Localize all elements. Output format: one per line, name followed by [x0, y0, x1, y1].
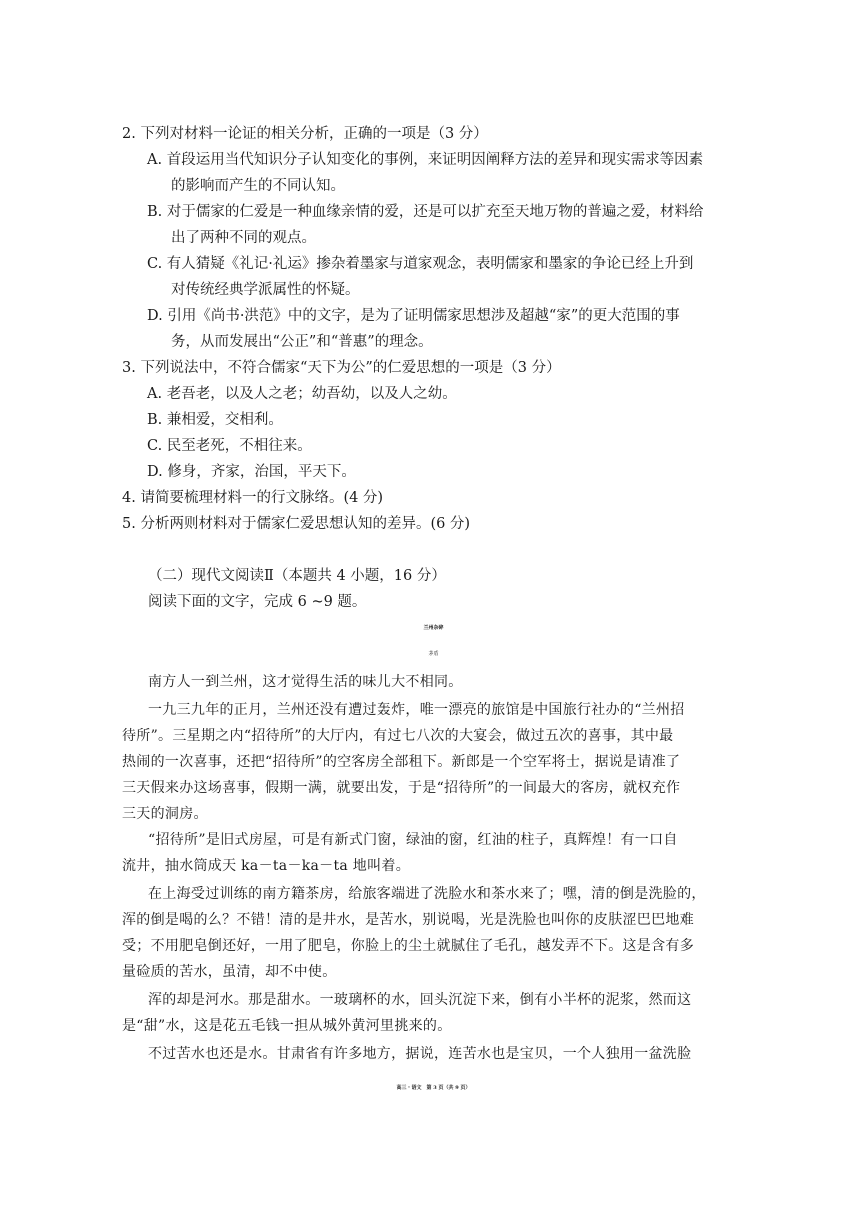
question-2-option-a: A. 首段运用当代知识分子认知变化的事例，来证明因阐释方法的差异和现实需求等因素 — [147, 152, 704, 168]
article-line: 是“甜”水，这是花五毛钱一担从城外黄河里挑来的。 — [122, 1018, 452, 1034]
question-2-option-a-cont: 的影响而产生的不同认知。 — [171, 178, 345, 194]
article-line: 不过苦水也还是水。甘肃省有许多地方，据说，连苦水也是宝贝，一个人独用一盆洗脸 — [148, 1046, 692, 1062]
article-line: 受；不用肥皂倒还好，一用了肥皂，你脸上的尘土就腻住了毛孔，越发弄不下。这是含有多 — [122, 938, 694, 954]
question-2-option-c: C. 有人猜疑《礼记·礼运》掺杂着墨家与道家观念，表明儒家和墨家的争论已经上升到 — [147, 256, 694, 272]
question-3-stem: 3. 下列说法中，不符合儒家“天下为公”的仁爱思想的一项是（3 分） — [122, 360, 561, 376]
article-line: 浑的倒是喝的么？不错！清的是井水，是苦水，别说喝，光是洗脸也叫你的皮肤涩巴巴地难 — [122, 912, 694, 928]
article-line: “招待所”是旧式房屋，可是有新式门窗，绿油的窗，红油的柱子，真辉煌！有一口自 — [148, 832, 678, 848]
article-line: 热闹的一次喜事，还把“招待所”的空客房全部租下。新郎是一个空军将士，据说是请准了 — [122, 754, 681, 770]
page-footer: 高三・语文 第 3 页（共 9 页） — [396, 1085, 471, 1091]
section-instruction: 阅读下面的文字，完成 6 ~9 题。 — [148, 594, 367, 610]
question-5: 5. 分析两则材料对于儒家仁爱思想认知的差异。(6 分) — [122, 516, 471, 532]
article-line: 在上海受过训练的南方籍茶房，给旅客端进了洗脸水和茶水来了；嘿，清的倒是洗脸的， — [148, 886, 706, 902]
question-3-option-b: B. 兼相爱，交相利。 — [147, 412, 283, 428]
question-3-option-d: D. 修身，齐家，治国，平天下。 — [147, 464, 356, 480]
article-line: 三天假来办这场喜事，假期一满，就要出发，于是“招待所”的一间最大的客房，就权充作 — [122, 780, 681, 796]
question-2-option-b: B. 对于儒家的仁爱是一种血缘亲情的爱，还是可以扩充至天地万物的普遍之爱，材料给 — [147, 204, 704, 220]
article-line: 流井，抽水筒成天 ka－ta－ka－ta 地叫着。 — [122, 858, 411, 874]
article-line: 量硷质的苦水，虽清，却不中使。 — [122, 964, 337, 980]
question-3-option-c: C. 民至老死，不相往来。 — [147, 438, 312, 454]
question-2-stem: 2. 下列对材料一论证的相关分析，正确的一项是（3 分） — [122, 126, 488, 142]
question-2-option-d-cont: 务，从而发展出“公正”和“普惠”的理念。 — [171, 334, 433, 350]
question-4: 4. 请简要梳理材料一的行文脉络。(4 分) — [122, 490, 384, 506]
article-line: 一九三九年的正月，兰州还没有遭过轰炸，唯一漂亮的旅馆是中国旅行社办的“兰州招 — [148, 702, 685, 718]
question-2-option-c-cont: 对传统经典学派属性的怀疑。 — [171, 282, 360, 298]
article-line: 南方人一到兰州，这才觉得生活的味儿大不相同。 — [148, 674, 463, 690]
article-title: 兰州杂碎 — [423, 625, 444, 631]
article-author: 茅盾 — [428, 651, 439, 657]
article-line: 浑的却是河水。那是甜水。一玻璃杯的水，回头沉淀下来，倒有小半杯的泥浆，然而这 — [148, 992, 692, 1008]
question-3-option-a: A. 老吾老，以及人之老；幼吾幼，以及人之幼。 — [147, 386, 457, 402]
article-line: 待所”。三星期之内“招待所”的大厅内，有过七八次的大宴会，做过五次的喜事，其中最 — [122, 728, 674, 744]
question-2-option-d: D. 引用《尚书·洪范》中的文字，是为了证明儒家思想涉及超越“家”的更大范围的事 — [147, 308, 680, 324]
article-line: 三天的洞房。 — [122, 806, 208, 822]
section-heading: （二）现代文阅读Ⅱ（本题共 4 小题，16 分） — [148, 568, 446, 584]
question-2-option-b-cont: 出了两种不同的观点。 — [171, 230, 316, 246]
